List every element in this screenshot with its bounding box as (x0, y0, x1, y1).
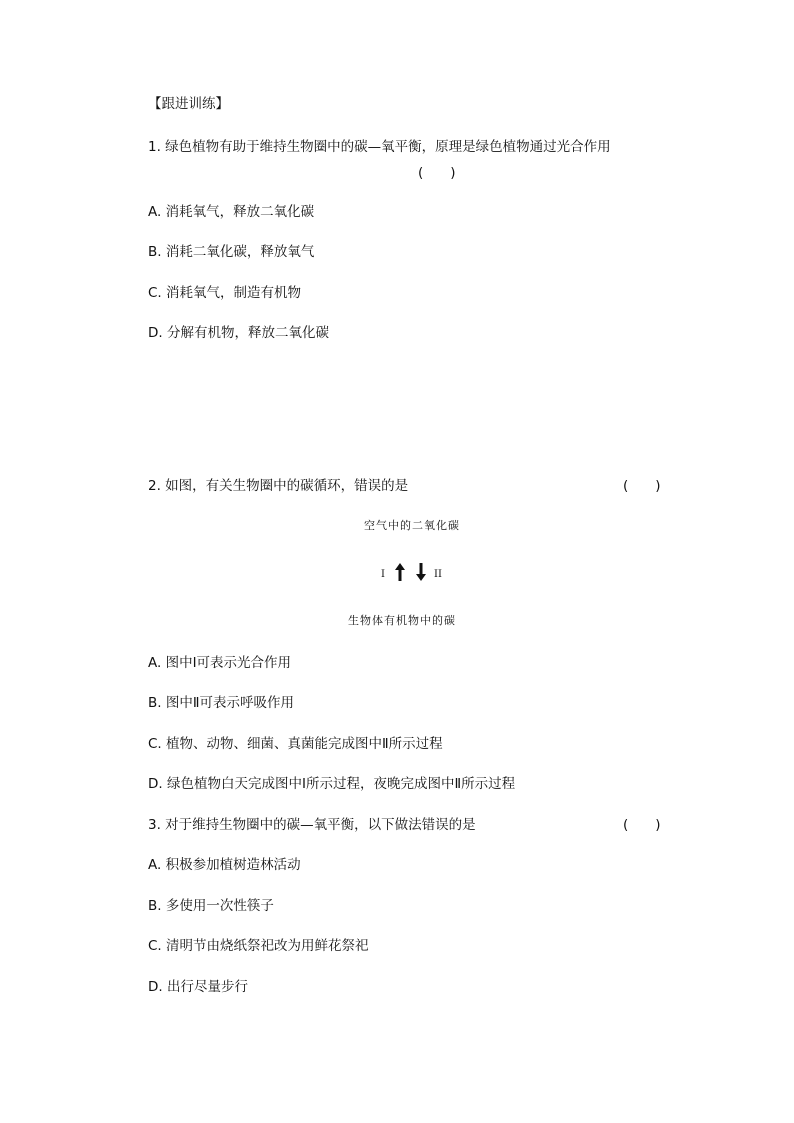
question-1-option-b: B. 消耗二氧化碳，释放氧气 (148, 244, 315, 260)
question-2-option-a: A. 图中Ⅰ可表示光合作用 (148, 655, 292, 671)
up-arrow-icon (394, 562, 406, 582)
question-3-option-b: B. 多使用一次性筷子 (148, 898, 274, 914)
question-2-stem: 2. 如图，有关生物圈中的碳循环，错误的是 (148, 478, 409, 494)
question-1-answer-blank: ( ) (418, 165, 456, 181)
down-arrow-icon (415, 562, 427, 582)
diagram-bottom-label: 生物体有机物中的碳 (348, 614, 456, 627)
question-1-stem: 1. 绿色植物有助于维持生物圈中的碳—氧平衡，原理是绿色植物通过光合作用 (148, 139, 611, 155)
question-1-option-d: D. 分解有机物，释放二氧化碳 (148, 325, 329, 341)
question-3-option-a: A. 积极参加植树造林活动 (148, 857, 301, 873)
question-3-option-d: D. 出行尽量步行 (148, 979, 248, 995)
question-3-answer-blank: ( ) (623, 817, 661, 833)
question-1-option-a: A. 消耗氧气，释放二氧化碳 (148, 204, 315, 220)
question-3-option-c: C. 清明节由烧纸祭祀改为用鲜花祭祀 (148, 938, 369, 954)
question-2-option-b: B. 图中Ⅱ可表示呼吸作用 (148, 695, 294, 711)
question-1-option-c: C. 消耗氧气，制造有机物 (148, 285, 302, 301)
diagram-mark-ii: II (434, 569, 442, 580)
diagram-top-label: 空气中的二氧化碳 (364, 519, 460, 532)
question-2-option-d: D. 绿色植物白天完成图中Ⅰ所示过程，夜晚完成图中Ⅱ所示过程 (148, 776, 516, 792)
question-2-answer-blank: ( ) (623, 478, 661, 494)
question-3-stem: 3. 对于维持生物圈中的碳—氧平衡，以下做法错误的是 (148, 817, 476, 833)
diagram-mark-i: I (381, 569, 385, 580)
section-title: 【跟进训练】 (148, 96, 229, 112)
question-2-option-c: C. 植物、动物、细菌、真菌能完成图中Ⅱ所示过程 (148, 736, 443, 752)
